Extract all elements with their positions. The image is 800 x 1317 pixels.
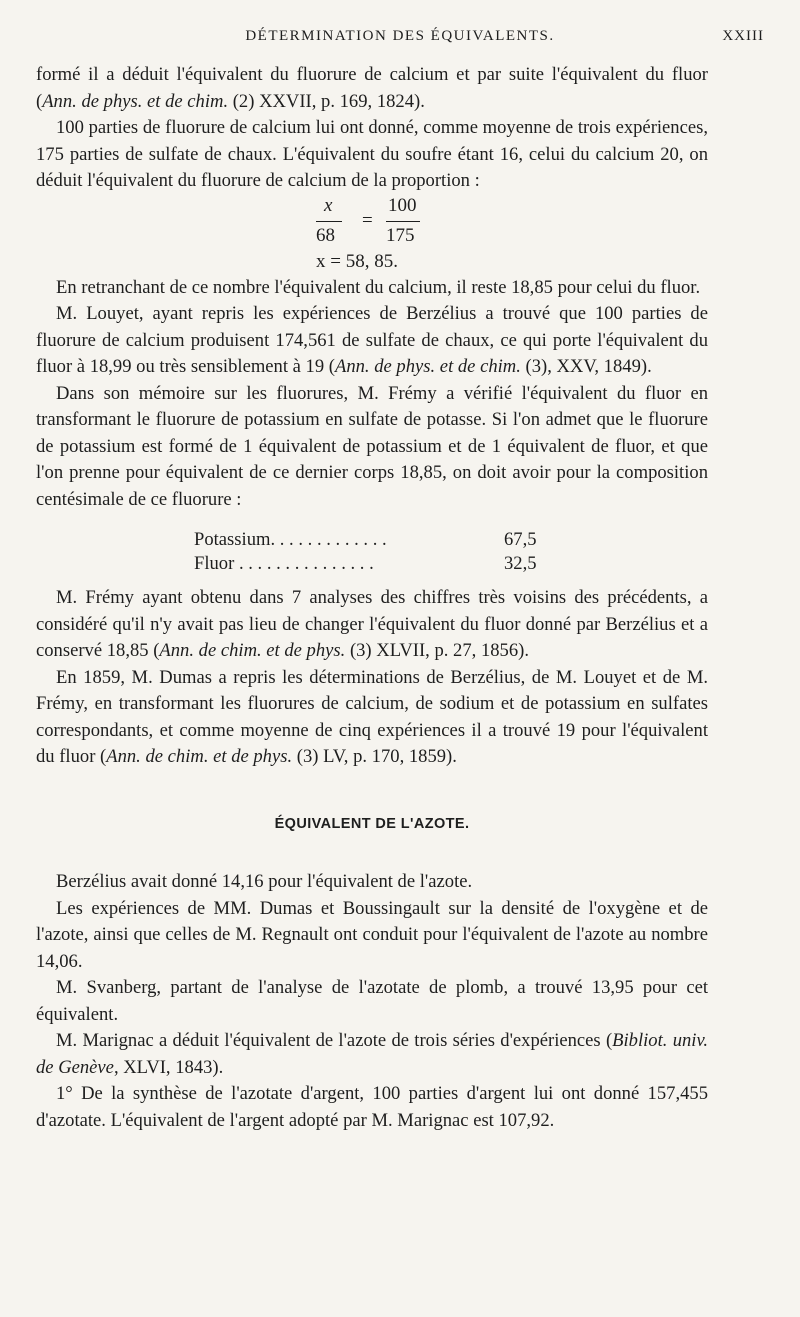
- citation: Ann. de chim. et de phys.: [159, 640, 346, 661]
- equation-result: x = 58, 85.: [316, 250, 398, 272]
- text-run: M. Marignac a déduit l'équivalent de l'azote de trois séries d'expériences (: [56, 1030, 613, 1051]
- composition-table: [36, 527, 708, 575]
- paragraph-1: [36, 62, 708, 115]
- fraction-bar-right: [386, 221, 420, 222]
- text-run: (3) XLVII, p. 27, 1856).: [345, 640, 529, 661]
- denominator-left: 68: [316, 224, 335, 246]
- denominator-right: 175: [386, 224, 415, 246]
- citation: Ann. de chim. et de phys.: [106, 746, 293, 767]
- proportion-equation: [36, 195, 708, 275]
- paragraph-4: [36, 301, 708, 381]
- text-run: En 1859, M. Dumas a repris les déterminations de Berzélius, de M. Louyet et de M. Frémy, en transformant les fluorures de calcium, de sodium et de potassium en sulfates correspondants, et comme moyenne de cinq expériences il a trouvé 19 pour l'équivalent du fluor (: [36, 666, 708, 767]
- text-run: (2) XXVII, p. 169, 1824).: [228, 90, 425, 112]
- paragraph-10: M. Svanberg, partant de l'analyse de l'azotate de plomb, a trouvé 13,95 pour cet équivalent.: [36, 977, 708, 1025]
- page-number: XXIII: [722, 28, 764, 44]
- text-run: (3) LV, p. 170, 1859).: [292, 746, 457, 767]
- text-run: formé il a déduit l'équivalent du fluorure de calcium et par suite l'équivalent du fluor (: [36, 64, 708, 112]
- composition-row: [36, 527, 708, 551]
- paragraph-11: [36, 1028, 708, 1081]
- equals-sign: =: [362, 209, 373, 231]
- citation: Ann. de phys. et de chim.: [334, 356, 521, 377]
- page-body: [36, 62, 708, 1134]
- text-run: (3), XXV, 1849).: [520, 356, 652, 377]
- text-run: , XLVI, 1843).: [113, 1056, 224, 1078]
- paragraph-3: En retranchant de ce nombre l'équivalent du calcium, il reste 18,85 pour celui du fluor.: [56, 276, 701, 298]
- element-label: Fluor . . . . . . . . . . . . . . .: [194, 553, 374, 574]
- section-heading: ÉQUIVALENT DE L'AZOTE.: [274, 815, 470, 832]
- running-title: DÉTERMINATION DES ÉQUIVALENTS.: [245, 28, 555, 44]
- paragraph-2: 100 parties de fluorure de calcium lui ont donné, comme moyenne de trois expériences, 175 parties de sulfate de chaux. L'équivalent du soufre étant 16, celui du calcium 20, on déduit l'équivalent du fluorure de calcium de la proportion :: [36, 117, 708, 191]
- paragraph-8: Berzélius avait donné 14,16 pour l'équivalent de l'azote.: [56, 871, 473, 892]
- running-header: [36, 28, 764, 58]
- text-run: M. Louyet, ayant repris les expériences de Berzélius a trouvé que 100 parties de fluorure de calcium produisent 174,561 de sulfate de chaux, ce qui porte l'équivalent du fluor à 18,99 ou très sensiblement à 19 (: [36, 303, 708, 377]
- element-percent: 67,5: [504, 529, 537, 550]
- citation: Ann. de phys. et de chim.: [42, 90, 229, 112]
- paragraph-7: [36, 665, 708, 771]
- element-percent: 32,5: [504, 553, 537, 574]
- numerator-x: x: [324, 194, 333, 216]
- paragraph-6: [36, 585, 708, 665]
- fraction-bar-left: [316, 221, 342, 222]
- paragraph-9: Les expériences de MM. Dumas et Boussingault sur la densité de l'oxygène et de l'azote, ainsi que celles de M. Regnault ont conduit pour l'équivalent de l'azote au nombre 14,06.: [36, 897, 708, 972]
- composition-row: [36, 551, 708, 575]
- numerator-right: 100: [388, 194, 417, 216]
- element-label: Potassium. . . . . . . . . . . . .: [194, 529, 387, 550]
- citation: Bibliot. univ. de Genève: [36, 1030, 708, 1078]
- paragraph-5: Dans son mémoire sur les fluorures, M. Frémy a vérifié l'équivalent du fluor en transformant le fluorure de potassium en sulfate de potasse. Si l'on admet que le fluorure de potassium est formé de 1 équivalent de potassium et de 1 équivalent de fluor, et que l'on prenne pour équivalent de ce dernier corps 18,85, on doit avoir pour la composition centésimale de ce fluorure :: [36, 382, 708, 510]
- paragraph-12: 1° De la synthèse de l'azotate d'argent, 100 parties d'argent lui ont donné 157,455 d'azotate. L'équivalent de l'argent adopté par M. Marignac est 107,92.: [36, 1083, 708, 1131]
- text-run: M. Frémy ayant obtenu dans 7 analyses des chiffres très voisins des précédents, a considéré qu'il n'y avait pas lieu de changer l'équivalent du fluor donné par Berzélius et a conservé 18,85 (: [36, 587, 708, 661]
